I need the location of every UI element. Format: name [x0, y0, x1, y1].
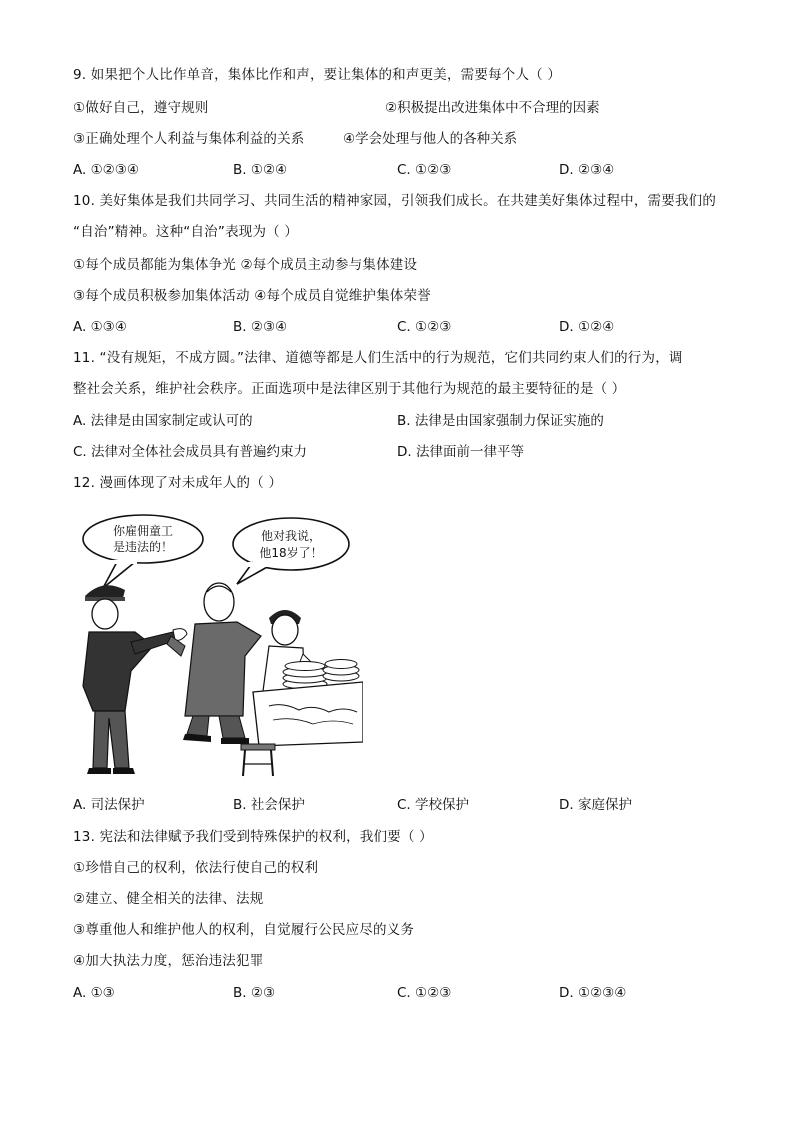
- q9-option-d: D. ②③④: [559, 162, 615, 178]
- q13-item-3: ③尊重他人和维护他人的权利，自觉履行公民应尽的义务: [73, 922, 415, 938]
- q11-stem-line-1: 11. “没有规矩，不成方圆。”法律、道德等都是人们生活中的行为规范，它们共同约束人们的行为，调: [73, 350, 683, 366]
- q9-item-1: ①做好自己，遵守规则: [73, 100, 209, 116]
- bubble-left-line-2: 是违法的！: [112, 540, 174, 554]
- q13-item-4: ④加大执法力度，惩治违法犯罪: [73, 953, 264, 969]
- speech-bubble-left: [83, 515, 203, 588]
- q10-items-line-2: ③每个成员积极参加集体活动 ④每个成员自觉维护集体荣誉: [73, 288, 431, 304]
- q11-option-d: D. 法律面前一律平等: [397, 444, 524, 460]
- employer-figure: [167, 583, 261, 744]
- q13-item-1: ①珍惜自己的权利，依法行使自己的权利: [73, 860, 319, 876]
- bubble-right-line-2: 他18岁了！: [259, 546, 323, 560]
- q10-option-a: A. ①③④: [73, 319, 127, 335]
- q13-option-d: D. ①②③④: [559, 985, 627, 1001]
- q13-stem: 13. 宪法和法律赋予我们受到特殊保护的权利，我们要（ ）: [73, 829, 433, 845]
- q9-option-c: C. ①②③: [397, 162, 452, 178]
- q12-option-a: A. 司法保护: [73, 797, 145, 813]
- q12-option-d: D. 家庭保护: [559, 797, 632, 813]
- speech-bubble-right: [233, 518, 349, 584]
- q12-stem: 12. 漫画体现了对未成年人的（ ）: [73, 475, 283, 491]
- q11-stem-line-2: 整社会关系，维护社会秩序。正面选项中是法律区别于其他行为规范的最主要特征的是（ ）: [73, 381, 626, 397]
- q10-option-c: C. ①②③: [397, 319, 452, 335]
- stool: [241, 744, 275, 776]
- child-labor-cartoon: [73, 506, 363, 786]
- q9-item-2: ②积极提出改进集体中不合理的因素: [385, 100, 600, 116]
- q9-option-a: A. ①②③④: [73, 162, 139, 178]
- q10-option-b: B. ②③④: [233, 319, 288, 335]
- q10-stem-line-2: “自治”精神。这种“自治”表现为（ ）: [73, 224, 299, 240]
- q9-item-3: ③正确处理个人利益与集体利益的关系: [73, 131, 305, 147]
- q9-stem: 9. 如果把个人比作单音，集体比作和声，要让集体的和声更美，需要每个人（ ）: [73, 67, 562, 83]
- bubble-left-line-1: 你雇佣童工: [112, 524, 174, 538]
- q13-item-2: ②建立、健全相关的法律、法规: [73, 891, 264, 907]
- q12-option-c: C. 学校保护: [397, 797, 470, 813]
- q13-option-b: B. ②③: [233, 985, 276, 1001]
- q12-option-b: B. 社会保护: [233, 797, 305, 813]
- q11-option-a: A. 法律是由国家制定或认可的: [73, 413, 253, 429]
- q11-option-c: C. 法律对全体社会成员具有普遍约束力: [73, 444, 308, 460]
- kitchen-counter: [253, 682, 363, 746]
- q9-option-b: B. ①②④: [233, 162, 288, 178]
- bubble-right-line-1: 他对我说，: [260, 529, 322, 543]
- policeman-figure: [83, 585, 187, 774]
- q10-option-d: D. ①②④: [559, 319, 615, 335]
- q10-items-line-1: ①每个成员都能为集体争光 ②每个成员主动参与集体建设: [73, 257, 418, 273]
- q11-option-b: B. 法律是由国家强制力保证实施的: [397, 413, 604, 429]
- q13-option-c: C. ①②③: [397, 985, 452, 1001]
- q13-option-a: A. ①③: [73, 985, 115, 1001]
- q9-item-4: ④学会处理与他人的各种关系: [343, 131, 518, 147]
- q10-stem-line-1: 10. 美好集体是我们共同学习、共同生活的精神家园，引领我们成长。在共建美好集体过程中，需要我们的: [73, 193, 717, 209]
